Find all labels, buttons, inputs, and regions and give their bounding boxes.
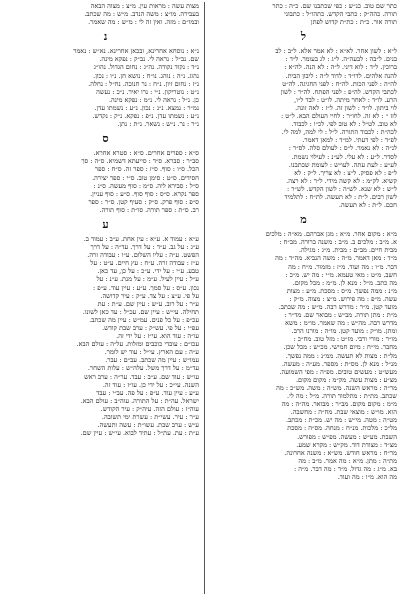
entry-line: לוי ביתון. לו״ד : לשון זה. ל״ז : לאה זונה.: [295, 103, 397, 112]
entry-line: נ״ז : נחום זיון. נ״ח : נר חנוכה. נח״ל : נחלה.: [88, 79, 199, 88]
entry-line: מט״ה : מטה. מי״ש : מה יש. מכ״ת : מכתב.: [286, 416, 397, 425]
entry-line: להנה אלהים. לדו״ד : לדוד ל״ה : ליבון הבית.: [285, 71, 397, 80]
entry-line: ע״ל : עיין לעיל. ע״מ : על מנת. ע״נ : על: [96, 275, 199, 284]
entry-line: מ״נ : ממה נפשך. מ״ס : מסכת. מ״ע : מצות: [286, 286, 397, 295]
entry-line: בנים. ל״בה : לבעה״ה. ל״ג : לג בעומר. ל״ד :: [285, 55, 397, 64]
entry-line: מל״כ : מלכות. מנ״ח : מנחה. מס״ה : מסכת: [287, 424, 397, 433]
entry-line: ספר נקרא. ס״ס : סוף סוף. ס״ע : סוף עניין.: [90, 189, 199, 198]
entry-line: ס״א : ספרים אחרים. ס״א : סטרא אחרא.: [93, 149, 199, 158]
entry-line: חסידים. ס״ט : סימן טוב. ס״י : ספר יצירה.: [92, 173, 199, 182]
entry-line: לע״ע : לעת עתה. לעו״ש : לעומת שכתבנו.: [288, 160, 397, 169]
entry-line: ע״ע : עיין עוד. ע״פ : על פה. עב״י : עבד: [96, 388, 199, 397]
section-letter-nun: נ: [103, 30, 108, 44]
entry-line: מצ״ד : מצודת דוד. מק״ש : מקרא שמע.: [296, 440, 397, 449]
entry-line: לא טוב. לט״ל : לא טוב לפי. לכ״ו : לכבוד.: [291, 120, 397, 129]
entry-line: נ״ע : נשמתו עדן. נ״פ : נפקא. נ״ק : נקדש.: [92, 112, 199, 121]
ayin-entries: [12, 235, 199, 437]
entry-line: שכתב. מת״ת : מתלמוד תורה. מ״ל : מה לי.: [287, 392, 397, 401]
mem-entries: [210, 230, 397, 481]
entry-line: השנה. עי״כ : על ידי כן. עו״ז : עוד זה.: [102, 380, 199, 389]
entry-line: לכתבי הקדש. לה״פ : לפני הפתח. לה״ר : לשון: [280, 87, 397, 96]
entry-line: ע״א : עמוד א. ע״א : עין אחת. ע״ב : עמוד ב.: [83, 234, 199, 243]
entry-line: מל״ת : מצות לא תעשה. ממ״נ : ממה נפשך.: [285, 351, 397, 360]
entry-line: ישראל. עה״ת : על התורה. עוה״ב : עולם הבא.: [80, 396, 199, 405]
entry-line: ע״ר : על רוב. ע״ש : עיין שם. ע״ת : עת: [97, 299, 199, 308]
entry-line: ע״ג : על גב. ע״ד : על דרך. עד״ה : על דרך: [90, 243, 199, 252]
entry-line: מ״א : מקום אחר. מ״א : מגן אברהם. מא״ה : מלכים: [265, 230, 397, 239]
entry-line: ע״ר : עיר. עשי״ת : עשרת ימי תשובה.: [101, 413, 199, 422]
entry-line: הרע. לו״ד : לאחר מיתה. לו״ט : לבד ל״ו,: [294, 95, 397, 104]
entry-line: חשב. מ״ט : מאי טעמא. מ״י : מה יש. מ״כ :: [285, 270, 397, 279]
entry-line: שם. נב״ל : נראה לי. נב״ק : נפקא מינה.: [99, 55, 199, 64]
entry-line: עד״מ : על דרך משל. עלה״ש : עלות השחר.: [87, 364, 199, 373]
entry-line: תורה. כהה״ק : כתבי הקדש. כתהו״ל : כתבוני: [284, 10, 397, 19]
entry-line: רב. ס״ת : ספר תורה. סו״ת : סוף תורה.: [99, 205, 199, 214]
entry-line: הוא. מו״ש : מוצאי שבת. מח״ה : מחשבה.: [290, 408, 397, 417]
entry-line: עשה. מ״פ : מה פירוש. מ״צ : מצוה. מ״ק :: [289, 294, 397, 303]
entry-line: מר״ה : מראש השנה. מש״ה : משה. מש״כ : מה: [276, 383, 397, 392]
entry-line: נ״ט : נוטריקון. נ״י : נרו יאיר. נ״כ : נעשה: [96, 87, 199, 96]
entry-line: נהוג. נ״ה : נוהג. נו״ח : נושא חן. נ״ו : נכון.: [93, 71, 199, 80]
entry-line: כן. נ״ל : נראה לי. נ״מ : נפקא מינה.: [108, 95, 199, 104]
entry-line: כתר שם טוב. כנ״ש : כפי שכתבנו שם. כ״ה : כתר: [272, 2, 397, 10]
section-letter-mem: מ: [300, 213, 307, 227]
right-top-entries: [210, 2, 397, 26]
entry-line: א. מ״ב : מלכים ב. מ״ב : משנה ברורה. מב״ח :: [279, 238, 397, 247]
left-column: [12, 2, 204, 594]
entry-line: ע״ש : ערב שבת. עשו״ת : עשה ותעשה.: [97, 421, 199, 430]
entry-line: ע״ה : עם הארץ. עי״ל : עוד יש לומר.: [104, 348, 199, 357]
entry-line: תורה אור. כ״ת : כת״ת קדוש לפתן: [310, 18, 397, 27]
entry-line: חכם. ל״ת : לא תעשה.: [338, 201, 397, 210]
entry-line: עו״ה : עוד הוא. עי״ז : על ידי זה.: [116, 332, 199, 341]
entry-line: עוה״ז : עולם הזה. עיה״ק : עיר הקודש.: [100, 404, 199, 413]
entry-line: עפ״י : על פי. עש״ק : ערב שבת קודש.: [102, 324, 199, 332]
entry-line: מת״ה : מתן. מ״א : מה אמר. מ״ב : מה: [298, 456, 397, 465]
entry-line: מר״ח : מראש חודש. מש״א : משנה אחרונה.: [284, 448, 397, 457]
entry-line: מ״ת : מתן תורה. מב״ש : מבואר שם. מד״ר :: [284, 311, 397, 320]
entry-line: מצ״ע : מצות עשה. מק״מ : מקום מקום.: [295, 375, 397, 384]
entry-line: נ״ר : נר. נ״ש : נשאר. נ״ת : נתן.: [117, 120, 199, 129]
entry-line: על פי. ע״צ : על צד. ע״ק : עיר קדושה.: [100, 291, 199, 300]
entry-line: ומתן. מו״ק : מועד קטן. מו״ה : מורנו הרב.: [291, 327, 397, 336]
entry-line: נ״א : נוסחא אחרינא, ובכאן אחרינא. נא״ש : נאמר: [73, 47, 199, 56]
entry-line: ס״פ : סוף פרק. ס״ק : סעיף קטן. ס״ר : ספר: [88, 197, 199, 206]
entry-line: מנ״ל : מנא לן. מס״ת : מספר. מע״ה : מעשה.: [281, 359, 397, 368]
entry-line: נמ״ר : נמצא. נ״נ : נכון. נ״ע : נשמתו עדן.: [94, 103, 199, 112]
entry-line: הפשט. ע״ה : עליו השלום. ע״ו : עבודה זרה.: [87, 251, 199, 260]
entry-line: מועד קטן. מ״ר : מדרש רבה. מ״ש : מה שכתב.: [278, 303, 397, 311]
entry-line: לסדר. ל״ע : לא עלי. לע״נ : לעילוי נשמת.: [291, 152, 397, 161]
entry-line: עו״ש : עוד שם. ע״ב : עבד. ער״ה : ערב ראש: [84, 372, 199, 381]
entry-line: עמו״ש : עיין מה שכתב. עב״ם : עבר.: [105, 356, 199, 365]
section-letter-lamed: ל: [300, 30, 307, 44]
entry-line: לנ״ה : לא נאמר. ל״ס : לעולם סלה. לס״ר :: [288, 144, 397, 153]
section-letter-ayin: ע: [102, 217, 109, 231]
entry-line: נ״ד : נקוד נקודה. נה״ג : נחום הגדול. נהו״ג: [93, 63, 199, 72]
nun-entries: [12, 47, 199, 128]
entry-line: קשיא. לק״מ : לא קשה מידי. ל״ר : לא רצה.: [286, 176, 397, 185]
entry-line: ס״ל : סבירא ליה. ס״מ : סוף מעשה. ס״נ :: [93, 181, 199, 190]
entry-line: לזז ״ : לא זה. לחו״ר : לחיי העולם הבא. ל״ט :: [281, 112, 397, 121]
entry-line: מ״ד : מאן דאמר. מ״ה : משה הנביא. מה״ד : מה: [275, 254, 397, 263]
two-column-layout: [8, 2, 397, 594]
entry-line: בעבירה. מו״צ : משה הנדב. מ״ש : מה שכתב.: [84, 10, 199, 19]
entry-line: לכה״ת : לכבוד התורה. ל״ל : לי למה, למה לי.: [281, 128, 397, 137]
entry-line: ל״א : לשון אחר. לא״א : לא אמר אלא. ל״ב : לב: [275, 47, 397, 56]
entry-line: תחילה. עי״ש : עיין שם. עכ״ל : עד כאן לשונו.: [82, 307, 199, 316]
entry-line: סב״ר : סברא. ס״ד : סייעתא דשמיא. ס״ה : סך: [81, 157, 199, 166]
entry-line: מבית חיים. מב״ם : מבית. מ״ג : מגילה.: [298, 246, 397, 255]
entry-line: נכון. ע״ס : על סמך. ע״ע : עיין עוד. ע״פ :: [93, 283, 199, 292]
entry-line: מחבר. מי״ח : מיום חמישי. מכ״ש : מכל שכן.: [283, 343, 397, 352]
entry-line: לה״ה : לפני הכות. לה״ח : לפני החגיגה. לה״ט: [282, 79, 397, 88]
entry-line: מדרש רבה. מה״ש : מה שאמר. מו״מ : משא: [285, 319, 397, 328]
entry-line: ע״ת : עת. עת״ל : עתיד לבוא. עי״ש : עיין שם.: [80, 429, 199, 438]
entry-line: טבע. ע״י : על ידי. ע״כ : על כן, עד כאן.: [97, 267, 199, 276]
entry-line: השבת. מע״ש : מעשה. מפ״ש : מפורש.: [297, 432, 397, 441]
lamed-entries: [210, 47, 397, 209]
entry-line: ל״ש : לא שנא. לש״ה : לשון הקדש. לש״ר :: [286, 184, 397, 193]
entry-line: בא. מ״ג : מה גדול. מ״ד : מה דבר. מ״ה :: [293, 464, 397, 473]
entry-line: דבר. מ״ו : מה ועוד. מ״ז : מזמור. מ״ח : מה: [288, 262, 397, 271]
samekh-entries: [12, 149, 199, 214]
entry-line: ע״ז : עבודה זרה. ע״ח : עץ חיים. ע״ט : על: [90, 259, 199, 268]
left-top-entries: [12, 2, 199, 26]
column-divider: [204, 2, 205, 594]
entry-line: לשון רבים. ל״ת : לא תעשה. לת״ח : לתלמיד: [284, 192, 397, 201]
entry-line: לפ״ד : לפי דעתי. למ״ד : למאן דאמר.: [302, 136, 397, 145]
entry-line: עכ״פ : על כל פנים. עמ״ש : עיין מה שכתב.: [89, 315, 199, 324]
entry-line: ברוכין. ל״ד : לוא דיני. ל״ה : לא הנה. לה״א :: [284, 63, 397, 72]
entry-line: מצות עשה : מראות עין. מ״צ : מצוה הבאה: [90, 2, 199, 10]
entry-line: מה כתב. מ״ל : מנא לן. מ״מ : מכל מקום.: [292, 278, 397, 287]
section-letter-samekh: ס: [102, 132, 109, 146]
entry-line: ל״פ : לא פסיק. ל״צ : לא צריך. ל״ק : לא: [294, 168, 397, 177]
entry-line: מו״ר : מורי ורבי. מז״ט : מזל טוב. מח״כ :: [293, 335, 397, 344]
entry-line: מעש״ט : מעשים טובים. מפ״ה : מפי השמועה.: [279, 367, 397, 376]
right-column: [205, 2, 397, 594]
entry-line: ובמו״ם : מזה. ואין זה לי : מ״ש : מה שאמר.: [88, 18, 199, 27]
entry-line: מ״מ : מקום מקום. מב״ר : מבואר. מה״ה : מה: [281, 400, 397, 409]
entry-line: מה הוא. מ״ו : מה ועוד.: [337, 472, 397, 481]
entry-line: הכל. ס״ו : סוף. ס״ז : ספר זה. ס״ח : ספר: [94, 165, 199, 174]
entry-line: עכו״ם : עובדי כוכבים ומזלות. על״ה : עולם הבא.: [76, 340, 199, 349]
